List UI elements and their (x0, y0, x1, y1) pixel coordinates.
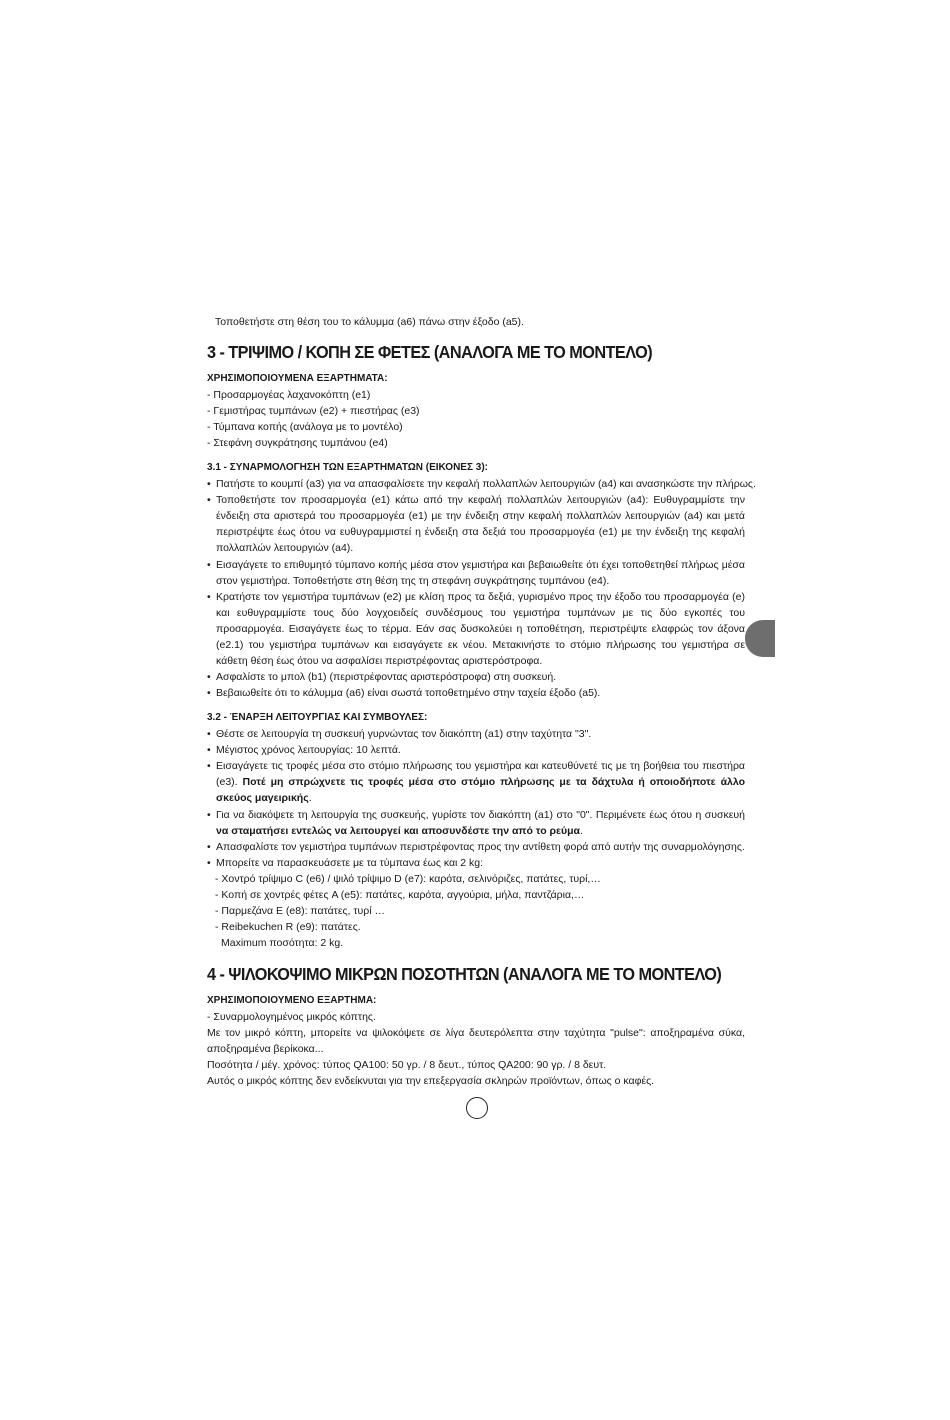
instruction-text-end: . (308, 792, 312, 805)
accessory-item: - Γεμιστήρας τυμπάνων (e2) + πιεστήρας (e3) (207, 405, 420, 418)
paragraph: Με τον μικρό κόπτη, μπορείτε να ψιλοκόψετε σε λίγα δευτερόλεπτα στην ταχύτητα "pulse": αποξηραμένα σύκα, αποξηραμένα βερίκοκα... (207, 1027, 745, 1056)
page-number-circle (466, 1097, 488, 1119)
section31-body (207, 460, 756, 701)
section3-body (207, 371, 745, 451)
language-tab-marker (745, 620, 775, 657)
instruction-text: Για να διακόψετε τη λειτουργία της συσκευής, γυρίστε τον διακόπτη (a1) στο "0". Περιμένετε έως ότου η συσκευή (216, 808, 745, 821)
section3-title: 3 - ΤΡΙΨΙΜΟ / ΚΟΠΗ ΣΕ ΦΕΤΕΣ (ΑΝΑΛΟΓΑ ΜΕ ΤΟ ΜΟΝΤΕΛΟ) (207, 342, 653, 362)
instruction-item: • Εισαγάγετε το επιθυμητό τύμπανο κοπής μέσα στον γεμιστήρα και βεβαιωθείτε ότι έχει τοποθετηθεί πλήρως μέσα στον γεμιστήρα. Τοποθετήστε στη θέση της τη στεφάνη συγκράτησης τυμπάνου (e4). (207, 557, 745, 589)
warning-text: Ποτέ μη σπρώχνετε τις τροφές μέσα στο στόμιο πλήρωσης με τα δάχτυλα ή οποιοδήποτε άλλο σκεύος μαγειρικής (216, 776, 745, 805)
instruction-item: • Κρατήστε τον γεμιστήρα τυμπάνων (e2) με κλίση προς τα δεξιά, γυρισμένο προς την έξοδο του προσαρμογέα (e) και ευθυγραμμίστε τους δύο λογχοειδείς συνδέσμους του γεμιστήρα τυμπάνων με τις δύο εγκοπές του προσαρμογέα. Εισαγάγετε έως το τέρμα. Εάν σας δυσκολεύει η τοποθέτηση, περιστρέψτε ελαφρώς τον άξονα (e2.1) του γεμιστήρα τυμπάνων και εισαγάγετε εκ νέου. Μετακινήστε το στόμιο πλήρωσης του γεμιστήρα σε κάθετη θέση έως ότου να ασφαλίσει περιστρέφοντας αριστερόστροφα. (207, 589, 745, 669)
instruction-item: • Τοποθετήστε τον προσαρμογέα (e1) κάτω από την κεφαλή πολλαπλών λειτουργιών (a4): Ευθυγραμμίστε την ένδειξη στα αριστερά του προσαρμογέα (e1) με την ένδειξη στην κεφαλή πολλαπλών λειτουργιών (a4) και μετά περιστρέψτε έως ότου να ευθυγραμμιστεί η ένδειξη στα δεξιά του προσαρμογέα (e1) με την ένδειξη της κεφαλή πολλαπλών λειτουργιών (a4). (207, 492, 745, 556)
section4-title: 4 - ΨΙΛΟΚΟΨΙΜΟ ΜΙΚΡΩΝ ΠΟΣΟΤΗΤΩΝ (ΑΝΑΛΟΓΑ ΜΕ ΤΟ ΜΟΝΤΕΛΟ) (207, 964, 722, 984)
capacity-item: - Reibekuchen R (e9): πατάτες. (215, 921, 361, 934)
instruction-item: • Ασφαλίστε το μπολ (b1) (περιστρέφοντας αριστερόστροφα) στη συσκευή. (207, 669, 745, 685)
capacity-item: - Κοπή σε χοντρές φέτες A (e5): πατάτες, καρότα, αγγούρια, μήλα, παντζάρια,… (215, 889, 585, 902)
max-quantity: Maximum ποσότητα: 2 kg. (221, 937, 344, 950)
accessories-heading: ΧΡΗΣΙΜΟΠΟΙΟΥΜΕΝΑ ΕΞΑΡΤΗΜΑΤΑ: (207, 373, 388, 384)
instruction-item (207, 758, 745, 806)
instruction-item: • Θέστε σε λειτουργία τη συσκευή γυρνώντας τον διακόπτη (a1) στην ταχύτητα "3". (207, 726, 745, 742)
instruction-item: • Μπορείτε να παρασκευάσετε με τα τύμπανα έως και 2 kg: (207, 855, 745, 871)
capacity-item: - Χοντρό τρίψιμο C (e6) / ψιλό τρίψιμο D (e7): καρότα, σελινόριζες, πατάτες, τυρί,… (215, 872, 601, 885)
instruction-item: • Μέγιστος χρόνος λειτουργίας: 10 λεπτά. (207, 742, 745, 758)
warning-text: να σταματήσει εντελώς να λειτουργεί και αποσυνδέστε την από το ρεύμα (216, 824, 580, 837)
intro-text: Τοποθετήστε στη θέση του το κάλυμμα (a6) πάνω στην έξοδο (a5). (215, 316, 524, 328)
accessory-item: - Τύμπανα κοπής (ανάλογα με το μοντέλο) (207, 421, 403, 434)
paragraph: Ποσότητα / μέγ. χρόνος: τύπος QA100: 50 γρ. / 8 δευτ., τύπος QA200: 90 γρ. / 8 δευτ. (207, 1059, 607, 1072)
instruction-item: • Απασφαλίστε τον γεμιστήρα τυμπάνων περιστρέφοντας προς την αντίθετη φορά από αυτήν της συναρμολόγησης. (207, 839, 745, 855)
section32-body (207, 710, 745, 951)
instruction-item: • Πατήστε το κουμπί (a3) για να απασφαλίσετε την κεφαλή πολλαπλών λειτουργιών (a4) και ανασηκώστε την πλήρως. (207, 476, 745, 492)
instruction-text-end: . (580, 824, 583, 837)
section4-body (207, 993, 745, 1090)
accessory-item: - Προσαρμογέας λαχανοκόπτη (e1) (207, 389, 371, 402)
instruction-item (207, 807, 745, 839)
accessory-heading: ΧΡΗΣΙΜΟΠΟΙΟΥΜΕΝΟ ΕΞΑΡΤΗΜΑ: (207, 995, 377, 1006)
capacity-item: - Παρμεζάνα E (e8): πατάτες, τυρί … (215, 905, 386, 918)
instruction-item: • Βεβαιωθείτε ότι το κάλυμμα (a6) είναι σωστά τοποθετημένο στην ταχεία έξοδο (a5). (207, 685, 745, 701)
subsection-32-heading: 3.2 - ΈΝΑΡΞΗ ΛΕΙΤΟΥΡΓΙΑΣ ΚΑΙ ΣΥΜΒΟΥΛΕΣ: (207, 712, 428, 723)
paragraph: Αυτός ο μικρός κόπτης δεν ενδείκνυται για την επεξεργασία σκληρών προϊόντων, όπως ο καφές. (207, 1075, 655, 1088)
accessory-item: - Συναρμολογημένος μικρός κόπτης. (207, 1011, 376, 1024)
subsection-31-heading: 3.1 - ΣΥΝΑΡΜΟΛΟΓΗΣΗ ΤΩΝ ΕΞΑΡΤΗΜΑΤΩΝ (ΕΙΚΟΝΕΣ 3): (207, 462, 488, 473)
instruction-text: Εισαγάγετε τις τροφές μέσα στο στόμιο πλήρωσης του γεμιστήρα και κατευθύνετέ τις με τη βοήθεια του πιεστήρα (e3). (216, 760, 745, 789)
accessory-item: - Στεφάνη συγκράτησης τυμπάνου (e4) (207, 437, 388, 450)
